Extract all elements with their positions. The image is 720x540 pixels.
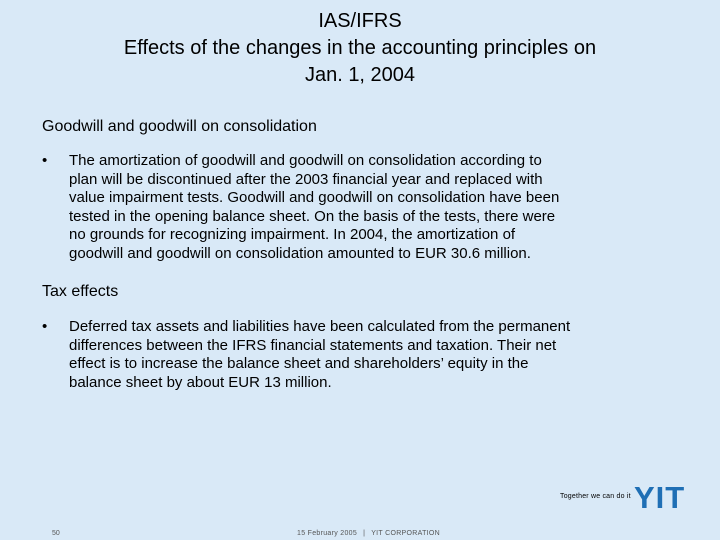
paragraph-line: no grounds for recognizing impairment. In 2004, the amortization of xyxy=(69,226,516,243)
section-heading-tax-effects: Tax effects xyxy=(42,283,119,300)
footer-separator: | xyxy=(363,530,366,537)
title-line-2: Effects of the changes in the accounting principles on xyxy=(123,37,597,59)
paragraph-line: tested in the opening balance sheet. On the basis of the tests, there were xyxy=(69,207,556,225)
paragraph-line: differences between the IFRS financial statements and taxation. Their net xyxy=(69,336,557,354)
paragraph-line: effect is to increase the balance sheet and shareholders’ equity in the xyxy=(69,355,529,372)
paragraph-line: balance sheet by about EUR 13 million. xyxy=(69,373,332,391)
title-line-3: Jan. 1, 2004 xyxy=(304,64,416,86)
paragraph-line: Deferred tax assets and liabilities have been calculated from the permanent xyxy=(69,318,571,335)
yit-logo xyxy=(634,482,704,512)
page-number: 50 xyxy=(52,530,60,537)
paragraph-goodwill xyxy=(69,152,689,263)
section-heading-goodwill: Goodwill and goodwill on consolidation xyxy=(42,118,317,135)
paragraph-tax-effects xyxy=(69,318,689,392)
footer-company: YIT CORPORATION xyxy=(371,530,440,537)
bullet-goodwill: • xyxy=(42,152,48,169)
footer-info xyxy=(297,530,440,537)
bullet-tax-effects: • xyxy=(42,318,48,335)
paragraph-line: plan will be discontinued after the 2003 financial year and replaced with xyxy=(69,170,543,188)
yit-logo-text: YIT xyxy=(634,482,686,512)
paragraph-line: value impairment tests. Goodwill and goodwill on consolidation have been xyxy=(69,189,560,206)
paragraph-line: goodwill and goodwill on consolidation amounted to EUR 30.6 million. xyxy=(69,244,531,262)
slide-title xyxy=(0,8,720,89)
title-line-1: IAS/IFRS xyxy=(318,10,402,32)
footer-date: 15 February 2005 xyxy=(297,530,358,537)
brand-tagline: Together we can do it xyxy=(560,493,631,500)
paragraph-line: The amortization of goodwill and goodwill on consolidation according to xyxy=(69,152,542,169)
